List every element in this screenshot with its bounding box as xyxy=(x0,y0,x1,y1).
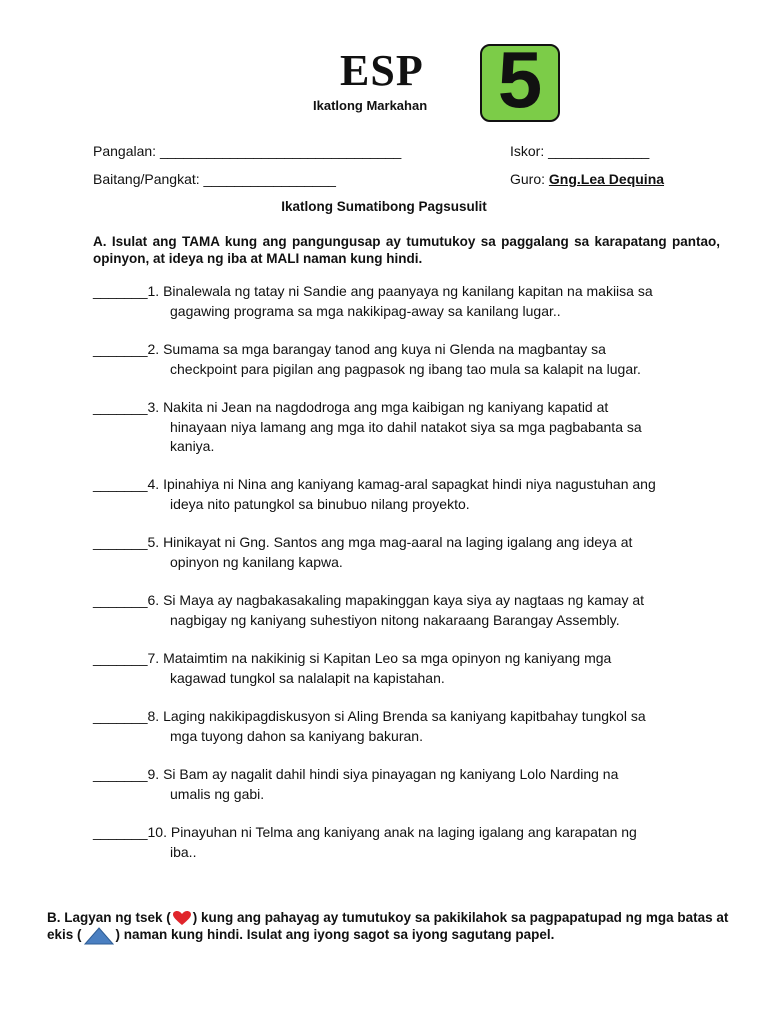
question-text: _______9. Si Bam ay nagalit dahil hindi siya pinayagan ng kaniyang Lolo Narding na xyxy=(93,766,619,782)
teacher-name: Gng.Lea Dequina xyxy=(548,171,665,187)
question-text: _______10. Pinayuhan ni Telma ang kaniyang anak na laging igalang ang karapatan ng xyxy=(93,824,637,840)
teacher-field xyxy=(510,171,664,187)
question-item xyxy=(93,398,733,475)
question-text: _______6. Si Maya ay nagbakasakaling mapakinggan kaya siya ay nagtaas ng kamay at xyxy=(93,592,645,608)
question-item xyxy=(93,707,733,765)
question-list xyxy=(93,282,733,881)
question-text-continued: gagawing programa sa mga nakikipag-away sa kanilang lugar.. xyxy=(170,302,561,319)
question-item xyxy=(93,340,733,398)
section-b-text-3: ) naman kung hindi. Isulat ang iyong sagot sa iyong sagutang papel. xyxy=(115,927,555,943)
question-text: _______3. Nakita ni Jean na nagdodroga ang mga kaibigan ng kaniyang kapatid at xyxy=(93,399,609,415)
question-text-continued: hinayaan niya lamang ang mga ito dahil natakot siya sa mga pagbabanta sa xyxy=(170,418,642,435)
question-text: _______5. Hinikayat ni Gng. Santos ang mga mag-aaral na laging igalang ang ideya at xyxy=(93,534,633,550)
question-item xyxy=(93,282,733,340)
question-text-continued: mga tuyong dahon sa kaniyang bakuran. xyxy=(170,727,423,744)
question-text-continued: iba.. xyxy=(170,843,197,860)
question-text: _______7. Mataimtim na nakikinig si Kapitan Leo sa mga opinyon ng kaniyang mga xyxy=(93,650,612,666)
question-text-continued: kagawad tungkol sa nalalapit na kapistahan. xyxy=(170,669,445,686)
question-item xyxy=(93,533,733,591)
name-field: Pangalan: _______________________________ xyxy=(93,143,402,159)
question-item xyxy=(93,475,733,533)
question-text: _______1. Binalewala ng tatay ni Sandie ang paanyaya ng kanilang kapitan na makiisa sa xyxy=(93,283,653,299)
question-text-continued: opinyon ng kanilang kapwa. xyxy=(170,553,343,570)
question-text: _______2. Sumama sa mga barangay tanod ang kuya ni Glenda na magbantay sa xyxy=(93,341,606,357)
test-title: Ikatlong Sumatibong Pagsusulit xyxy=(281,199,487,214)
question-text-continued: kaniya. xyxy=(170,438,215,454)
teacher-label: Guro: xyxy=(510,171,549,187)
section-b-instruction xyxy=(47,909,737,945)
question-text: _______8. Laging nakikipagdiskusyon si Aling Brenda sa kaniyang kapitbahay tungkol sa xyxy=(93,708,646,724)
grade-number: 5 xyxy=(497,35,543,124)
page-title: ESP xyxy=(340,46,424,95)
question-item xyxy=(93,765,733,823)
score-field: Iskor: _____________ xyxy=(510,143,650,159)
section-b-text-1: B. Lagyan ng tsek ( xyxy=(47,910,171,925)
question-text-continued: nagbigay ng kaniyang suhestiyon nitong nakaraang Barangay Assembly. xyxy=(170,611,620,628)
grade-badge xyxy=(480,35,560,124)
heart-icon xyxy=(172,910,192,926)
question-text: _______4. Ipinahiya ni Nina ang kaniyang kamag-aral sapagkat hindi niya nagustuhan ang xyxy=(93,476,656,492)
triangle-icon xyxy=(84,927,114,945)
question-text-continued: ideya nito patungkol sa binubuo nilang proyekto. xyxy=(170,495,470,512)
grade-section-field: Baitang/Pangkat: _________________ xyxy=(93,171,336,187)
question-item xyxy=(93,649,733,707)
section-b-text-2: ) kung ang pahayag ay tumutukoy sa pakikilahok sa pagpapatupad ng mga batas at ekis ( xyxy=(47,910,729,943)
question-text-continued: umalis ng gabi. xyxy=(170,785,265,802)
question-item xyxy=(93,591,733,649)
section-a-instruction: A. Isulat ang TAMA kung ang pangungusap ay tumutukoy sa paggalang sa karapatang pantao, opinyon, at ideya ng iba at MALI naman kung hindi. xyxy=(93,234,720,266)
quarter-subtitle: Ikatlong Markahan xyxy=(313,98,428,113)
question-item xyxy=(93,823,733,881)
question-text-continued: checkpoint para pigilan ang pagpasok ng ibang tao mula sa kalapit na lugar. xyxy=(170,360,641,377)
